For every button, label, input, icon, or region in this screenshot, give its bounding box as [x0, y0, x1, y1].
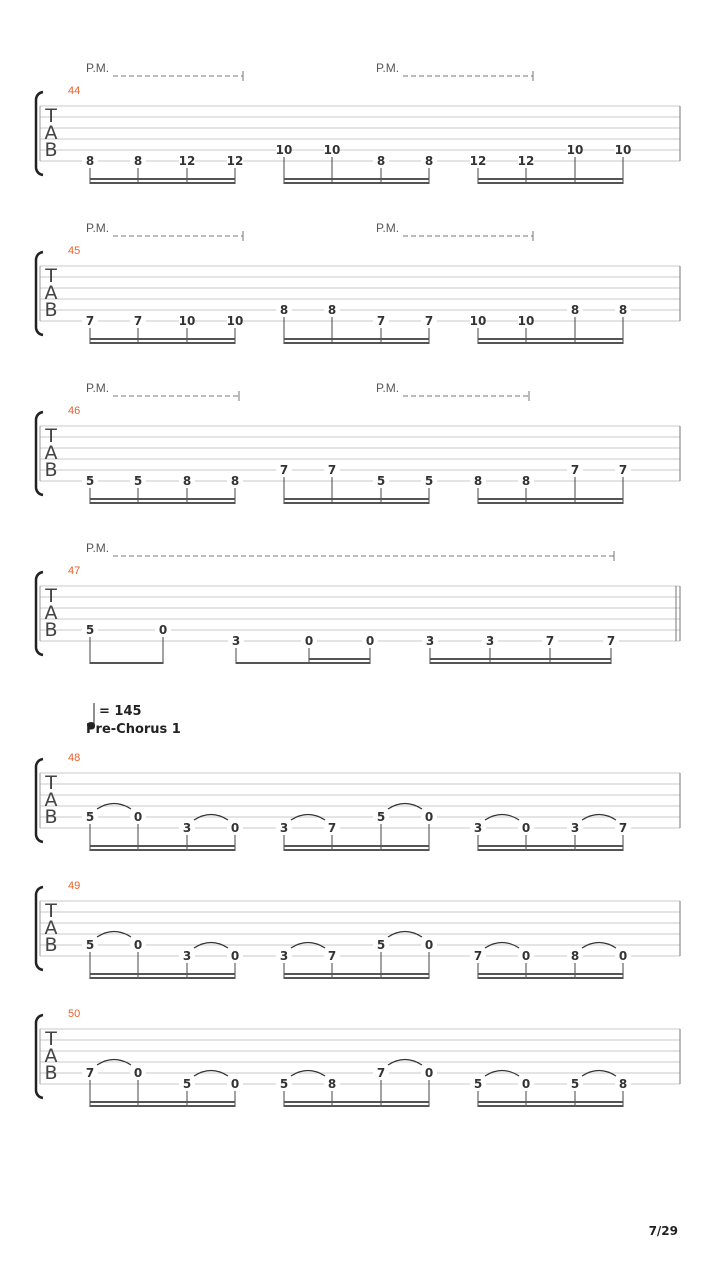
- palm-mute-label: P.M.: [86, 221, 110, 235]
- fret-number: 5: [424, 474, 434, 488]
- beam: [90, 849, 235, 851]
- fret-number: 0: [365, 634, 375, 648]
- beam: [284, 182, 429, 184]
- beam: [90, 498, 235, 500]
- tab-system-47: [36, 541, 680, 664]
- fret-number: 8: [182, 474, 192, 488]
- tab-letter-b: B: [44, 299, 58, 321]
- tab-letter-b: B: [44, 619, 58, 641]
- measure-number: 46: [68, 405, 81, 417]
- beam: [478, 973, 623, 975]
- tab-letter-b: B: [44, 139, 58, 161]
- fret-number: 5: [376, 938, 386, 952]
- tab-letter-t: T: [45, 772, 57, 794]
- fret-number: 0: [133, 810, 143, 824]
- fret-number: 3: [473, 821, 483, 835]
- fret-number: 7: [327, 463, 337, 477]
- beam: [284, 973, 429, 975]
- beam: [90, 973, 235, 975]
- beam: [90, 1101, 235, 1103]
- beam: [236, 662, 370, 664]
- fret-number: 3: [182, 821, 192, 835]
- fret-number: 10: [323, 143, 341, 157]
- palm-mute-label: P.M.: [86, 541, 110, 555]
- tab-letter-t: T: [45, 105, 57, 127]
- beam: [90, 1105, 235, 1107]
- beam: [478, 498, 623, 500]
- tab-letter-t: T: [45, 425, 57, 447]
- beam: [90, 845, 235, 847]
- fret-number: 12: [517, 154, 535, 168]
- tab-letter-a: A: [44, 122, 58, 144]
- fret-number: 3: [182, 949, 192, 963]
- tab-system-46: [36, 381, 680, 504]
- fret-number: 0: [424, 938, 434, 952]
- fret-number: 12: [178, 154, 196, 168]
- palm-mute-label: P.M.: [86, 381, 110, 395]
- tab-letter-t: T: [45, 265, 57, 287]
- fret-number: 10: [469, 314, 487, 328]
- beam: [478, 338, 623, 340]
- beam: [478, 342, 623, 344]
- fret-number: 5: [85, 810, 95, 824]
- beam: [309, 658, 370, 660]
- beam: [478, 1101, 623, 1103]
- fret-number: 7: [327, 949, 337, 963]
- tab-letter-a: A: [44, 442, 58, 464]
- fret-number: 3: [231, 634, 241, 648]
- fret-number: 5: [85, 474, 95, 488]
- tab-letter-a: A: [44, 1045, 58, 1067]
- tab-letter-b: B: [44, 459, 58, 481]
- fret-number: 3: [279, 949, 289, 963]
- beam: [90, 178, 235, 180]
- fret-number: 7: [133, 314, 143, 328]
- fret-number: 7: [85, 314, 95, 328]
- fret-number: 0: [618, 949, 628, 963]
- fret-number: 8: [618, 303, 628, 317]
- measure-number: 45: [68, 245, 81, 257]
- beam: [478, 977, 623, 979]
- measure-number: 48: [68, 752, 81, 764]
- fret-number: 7: [376, 1066, 386, 1080]
- fret-number: 0: [133, 1066, 143, 1080]
- beam: [478, 178, 623, 180]
- fret-number: 12: [469, 154, 487, 168]
- fret-number: 12: [226, 154, 244, 168]
- palm-mute-label: P.M.: [376, 61, 400, 75]
- tab-letter-b: B: [44, 806, 58, 828]
- fret-number: 0: [521, 821, 531, 835]
- fret-number: 7: [376, 314, 386, 328]
- fret-number: 5: [570, 1077, 580, 1091]
- tab-system-48: [36, 752, 680, 851]
- fret-number: 8: [570, 303, 580, 317]
- beam: [284, 977, 429, 979]
- fret-number: 0: [158, 623, 168, 637]
- fret-number: 8: [424, 154, 434, 168]
- beam: [284, 1105, 429, 1107]
- beam: [478, 502, 623, 504]
- fret-number: 3: [570, 821, 580, 835]
- fret-number: 3: [485, 634, 495, 648]
- fret-number: 0: [230, 1077, 240, 1091]
- beam: [90, 977, 235, 979]
- fret-number: 3: [279, 821, 289, 835]
- palm-mute-label: P.M.: [376, 221, 400, 235]
- beam: [90, 342, 235, 344]
- fret-number: 8: [327, 1077, 337, 1091]
- beam: [284, 342, 429, 344]
- tempo-value: = 145: [99, 704, 142, 719]
- fret-number: 0: [521, 949, 531, 963]
- tab-letter-a: A: [44, 917, 58, 939]
- tab-letter-t: T: [45, 585, 57, 607]
- measure-number: 49: [68, 880, 81, 892]
- beam: [284, 849, 429, 851]
- fret-number: 0: [133, 938, 143, 952]
- beam: [284, 178, 429, 180]
- fret-number: 8: [133, 154, 143, 168]
- tab-system-45: [36, 221, 680, 344]
- fret-number: 5: [473, 1077, 483, 1091]
- fret-number: 0: [521, 1077, 531, 1091]
- fret-number: 8: [230, 474, 240, 488]
- tab-letter-b: B: [44, 934, 58, 956]
- fret-number: 7: [618, 821, 628, 835]
- fret-number: 10: [517, 314, 535, 328]
- fret-number: 7: [473, 949, 483, 963]
- fret-number: 7: [85, 1066, 95, 1080]
- fret-number: 5: [133, 474, 143, 488]
- tab-letter-a: A: [44, 282, 58, 304]
- fret-number: 0: [424, 1066, 434, 1080]
- section-label: Pre-Chorus 1: [86, 722, 181, 737]
- beam: [478, 845, 623, 847]
- fret-number: 5: [376, 810, 386, 824]
- fret-number: 10: [226, 314, 244, 328]
- fret-number: 10: [178, 314, 196, 328]
- palm-mute-label: P.M.: [376, 381, 400, 395]
- fret-number: 10: [566, 143, 584, 157]
- tab-systems: [36, 61, 680, 1107]
- fret-number: 7: [545, 634, 555, 648]
- beam: [90, 502, 235, 504]
- beam: [284, 498, 429, 500]
- measure-number: 50: [68, 1008, 81, 1020]
- fret-number: 8: [85, 154, 95, 168]
- fret-number: 5: [85, 938, 95, 952]
- measure-number: 44: [68, 85, 81, 97]
- fret-number: 7: [327, 821, 337, 835]
- beam: [284, 1101, 429, 1103]
- beam: [284, 845, 429, 847]
- fret-number: 0: [424, 810, 434, 824]
- page-number: 7/29: [648, 1224, 678, 1238]
- measure-number: 47: [68, 565, 81, 577]
- tab-system-49: [36, 880, 680, 979]
- fret-number: 7: [279, 463, 289, 477]
- fret-number: 5: [85, 623, 95, 637]
- fret-number: 3: [425, 634, 435, 648]
- tab-system-50: [36, 1008, 680, 1107]
- fret-number: 8: [279, 303, 289, 317]
- fret-number: 8: [618, 1077, 628, 1091]
- beam: [430, 658, 611, 660]
- beam: [478, 849, 623, 851]
- fret-number: 5: [182, 1077, 192, 1091]
- fret-number: 8: [473, 474, 483, 488]
- fret-number: 8: [521, 474, 531, 488]
- tab-system-44: [36, 61, 680, 184]
- fret-number: 0: [304, 634, 314, 648]
- fret-number: 7: [424, 314, 434, 328]
- beam: [284, 502, 429, 504]
- fret-number: 8: [376, 154, 386, 168]
- beam: [90, 182, 235, 184]
- fret-number: 7: [618, 463, 628, 477]
- beam: [284, 338, 429, 340]
- beam: [90, 338, 235, 340]
- fret-number: 0: [230, 949, 240, 963]
- beam: [430, 662, 611, 664]
- fret-number: 5: [376, 474, 386, 488]
- fret-number: 7: [570, 463, 580, 477]
- fret-number: 8: [327, 303, 337, 317]
- palm-mute-label: P.M.: [86, 61, 110, 75]
- fret-number: 10: [614, 143, 632, 157]
- fret-number: 10: [275, 143, 293, 157]
- fret-number: 5: [279, 1077, 289, 1091]
- fret-number: 8: [570, 949, 580, 963]
- beam: [90, 662, 163, 664]
- beam: [478, 182, 623, 184]
- tab-letter-a: A: [44, 602, 58, 624]
- fret-number: 0: [230, 821, 240, 835]
- fret-number: 7: [606, 634, 616, 648]
- tab-letter-b: B: [44, 1062, 58, 1084]
- tab-letter-t: T: [45, 1028, 57, 1050]
- tab-letter-t: T: [45, 900, 57, 922]
- beam: [478, 1105, 623, 1107]
- tab-letter-a: A: [44, 789, 58, 811]
